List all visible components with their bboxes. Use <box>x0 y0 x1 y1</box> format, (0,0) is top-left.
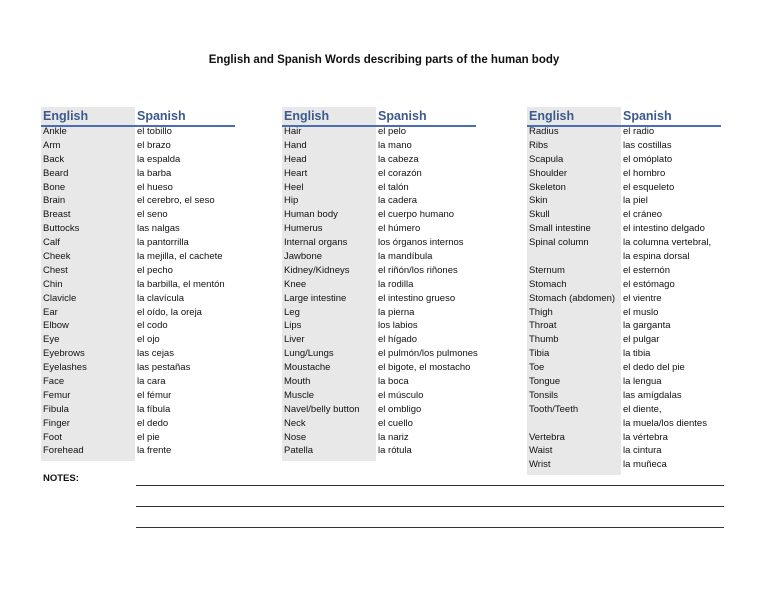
vocab-rows <box>41 125 235 458</box>
vocab-row <box>282 236 476 250</box>
english-word: Eyelashes <box>43 362 87 374</box>
vocab-row <box>282 264 476 278</box>
english-word: Heel <box>284 181 304 193</box>
vocab-row <box>527 125 721 139</box>
spanish-word: la barba <box>137 167 172 179</box>
spanish-word: la pantorrilla <box>137 237 189 249</box>
spanish-word: el músculo <box>378 389 424 401</box>
english-word: Breast <box>43 209 71 221</box>
vocab-row <box>527 375 721 389</box>
spanish-word: el tobillo <box>137 126 172 137</box>
english-word: Nose <box>284 431 307 443</box>
spanish-word: el estómago <box>623 278 675 290</box>
english-header: English <box>282 107 376 125</box>
english-word: Moustache <box>284 362 331 374</box>
spanish-word: las cejas <box>137 348 174 360</box>
vocab-row <box>41 125 235 139</box>
spanish-word: el talón <box>378 181 409 193</box>
vocab-row <box>41 264 235 278</box>
english-word: Chin <box>43 278 63 290</box>
spanish-word: la rótula <box>378 445 412 457</box>
vocab-row <box>41 153 235 167</box>
spanish-word: el pecho <box>137 264 173 276</box>
vocab-row <box>282 361 476 375</box>
vocab-row <box>282 222 476 236</box>
spanish-word: el esternón <box>623 264 671 276</box>
english-word: Back <box>43 153 65 165</box>
spanish-word: el corazón <box>378 167 422 179</box>
spanish-word: la mandíbula <box>378 251 433 263</box>
english-header: English <box>527 107 621 125</box>
spanish-word: la cadera <box>378 195 418 207</box>
vocab-row <box>41 361 235 375</box>
vocab-row <box>41 417 235 431</box>
spanish-word: el vientre <box>623 292 662 304</box>
spanish-word: el pie <box>137 431 160 443</box>
english-word: Humerus <box>284 223 323 235</box>
spanish-word: el cerebro, el seso <box>137 195 215 207</box>
spanish-word: el cráneo <box>623 209 663 221</box>
spanish-word: la vértebra <box>623 431 668 443</box>
spanish-word: los labios <box>378 320 418 332</box>
english-word: Vertebra <box>529 431 565 443</box>
spanish-word: la mejilla, el cachete <box>137 251 223 263</box>
vocab-row <box>41 375 235 389</box>
spanish-word: las nalgas <box>137 223 180 235</box>
spanish-word: la columna vertebral, <box>623 237 712 249</box>
spanish-word: la cintura <box>623 445 662 457</box>
english-word: Hair <box>284 126 302 137</box>
english-word: Eye <box>43 334 60 346</box>
english-word: Wrist <box>529 459 551 471</box>
spanish-word: las pestañas <box>137 362 191 374</box>
english-word: Bone <box>43 181 66 193</box>
vocab-row <box>282 125 476 139</box>
english-word: Foot <box>43 431 63 443</box>
vocab-row <box>527 292 721 306</box>
english-word: Patella <box>284 445 314 457</box>
vocab-row <box>527 444 721 458</box>
spanish-word: el ojo <box>137 334 160 346</box>
english-word: Fibula <box>43 403 69 415</box>
spanish-header: Spanish <box>135 107 235 125</box>
spanish-word: el ombligo <box>378 403 422 415</box>
vocab-row <box>282 431 476 445</box>
english-word: Face <box>43 376 65 388</box>
vocab-row <box>282 278 476 292</box>
english-word: Lips <box>284 320 302 332</box>
vocab-row <box>527 403 721 417</box>
english-word: Brain <box>43 195 66 207</box>
spanish-word: el diente, <box>623 403 662 415</box>
spanish-word: la garganta <box>623 320 671 332</box>
english-word: Knee <box>284 278 307 290</box>
english-word: Muscle <box>284 389 315 401</box>
spanish-word: la espina dorsal <box>623 251 690 263</box>
english-word: Buttocks <box>43 223 80 235</box>
english-word: Eyebrows <box>43 348 85 360</box>
spanish-word: la mano <box>378 139 412 151</box>
english-word: Spinal column <box>529 237 589 249</box>
spanish-word: la lengua <box>623 376 662 388</box>
english-word: Small intestine <box>529 223 591 235</box>
vocab-row <box>527 236 721 250</box>
english-word: Tooth/Teeth <box>529 403 579 415</box>
spanish-word: el esqueleto <box>623 181 675 193</box>
vocab-row <box>41 222 235 236</box>
vocab-row <box>527 278 721 292</box>
vocab-row <box>282 403 476 417</box>
vocab-row <box>282 306 476 320</box>
vocab-row <box>41 347 235 361</box>
vocab-rows <box>282 125 476 458</box>
spanish-word: las amígdalas <box>623 389 682 401</box>
english-word: Scapula <box>529 153 564 165</box>
english-word: Ankle <box>43 126 67 137</box>
vocab-row <box>282 389 476 403</box>
vocab-row <box>282 167 476 181</box>
vocab-row <box>282 347 476 361</box>
english-word: Thumb <box>529 334 559 346</box>
vocab-row <box>282 444 476 458</box>
vocab-row <box>41 292 235 306</box>
english-word: Head <box>284 153 307 165</box>
vocab-row <box>41 444 235 458</box>
english-word: Heart <box>284 167 308 179</box>
spanish-word: el hombro <box>623 167 666 179</box>
vocab-row <box>527 389 721 403</box>
vocab-row <box>41 333 235 347</box>
spanish-word: el omóplato <box>623 153 673 165</box>
vocab-row <box>527 194 721 208</box>
spanish-word: el pulgar <box>623 334 660 346</box>
english-word: Stomach <box>529 278 567 290</box>
english-word: Leg <box>284 306 300 318</box>
english-word: Large intestine <box>284 292 347 304</box>
spanish-word: la boca <box>378 376 409 388</box>
english-word: Calf <box>43 237 60 249</box>
vocab-row <box>527 181 721 195</box>
vocab-row <box>41 208 235 222</box>
spanish-word: la cara <box>137 376 166 388</box>
page-title: English and Spanish Words describing parts of the human body <box>208 54 560 66</box>
vocab-row <box>527 208 721 222</box>
english-word: Internal organs <box>284 237 348 249</box>
vocab-row <box>282 417 476 431</box>
spanish-word: la tibia <box>623 348 651 360</box>
english-word: Hand <box>284 139 307 151</box>
spanish-word: la pierna <box>378 306 415 318</box>
notes-line[interactable] <box>136 506 724 507</box>
vocab-row <box>41 431 235 445</box>
vocab-row <box>41 194 235 208</box>
english-word: Beard <box>43 167 69 179</box>
vocab-row <box>41 250 235 264</box>
vocab-row <box>41 389 235 403</box>
vocab-row <box>41 167 235 181</box>
vocab-row <box>282 333 476 347</box>
english-word: Throat <box>529 320 557 332</box>
english-word: Arm <box>43 139 61 151</box>
spanish-word: el oído, la oreja <box>137 306 202 318</box>
english-word: Clavicle <box>43 292 77 304</box>
english-word: Lung/Lungs <box>284 348 334 360</box>
english-word: Neck <box>284 417 306 429</box>
vocab-row <box>527 347 721 361</box>
vocab-row <box>41 139 235 153</box>
english-word: Shoulder <box>529 167 568 179</box>
english-word: Finger <box>43 417 70 429</box>
spanish-word: el fémur <box>137 389 172 401</box>
vocab-row <box>527 264 721 278</box>
english-word: Toe <box>529 362 545 374</box>
english-header: English <box>41 107 135 125</box>
vocab-row <box>282 319 476 333</box>
spanish-word: el bigote, el mostacho <box>378 362 471 374</box>
spanish-word: la fíbula <box>137 403 171 415</box>
vocab-row <box>527 167 721 181</box>
spanish-word: la muñeca <box>623 459 667 471</box>
notes-line[interactable] <box>136 527 724 528</box>
spanish-word: el codo <box>137 320 168 332</box>
spanish-word: el seno <box>137 209 168 221</box>
spanish-word: la barbilla, el mentón <box>137 278 225 290</box>
english-word: Femur <box>43 389 71 401</box>
spanish-word: el dedo del pie <box>623 362 685 374</box>
vocab-row <box>41 236 235 250</box>
english-word: Mouth <box>284 376 311 388</box>
spanish-word: la muela/los dientes <box>623 417 707 429</box>
vocab-row <box>527 139 721 153</box>
english-word: Skeleton <box>529 181 566 193</box>
vocab-row <box>527 361 721 375</box>
vocab-row <box>527 319 721 333</box>
spanish-word: el hígado <box>378 334 418 346</box>
english-word: Kidney/Kidneys <box>284 264 350 276</box>
spanish-word: el riñón/los riñones <box>378 264 458 276</box>
spanish-word: el cuello <box>378 417 413 429</box>
english-word: Navel/belly button <box>284 403 360 415</box>
english-word: Tonsils <box>529 389 559 401</box>
vocab-row <box>527 431 721 445</box>
vocab-row <box>282 181 476 195</box>
spanish-word: la clavícula <box>137 292 184 304</box>
english-word: Ribs <box>529 139 549 151</box>
vocab-rows <box>527 125 721 472</box>
english-word: Liver <box>284 334 305 346</box>
vocab-row <box>41 319 235 333</box>
vocab-row <box>282 375 476 389</box>
english-word: Thigh <box>529 306 553 318</box>
spanish-word: el cuerpo humano <box>378 209 455 221</box>
english-word: Sternum <box>529 264 565 276</box>
spanish-word: el intestino delgado <box>623 223 705 235</box>
english-word: Skull <box>529 209 550 221</box>
english-word: Forehead <box>43 445 84 457</box>
vocab-row <box>527 458 721 472</box>
vocab-row <box>41 278 235 292</box>
english-word: Jawbone <box>284 251 323 263</box>
english-word: Ear <box>43 306 58 318</box>
spanish-word: la nariz <box>378 431 409 443</box>
spanish-word: el húmero <box>378 223 421 235</box>
spanish-word: el intestino grueso <box>378 292 456 304</box>
vocab-row <box>527 417 721 431</box>
spanish-header: Spanish <box>621 107 721 125</box>
english-word: Tibia <box>529 348 550 360</box>
english-word: Radius <box>529 126 559 137</box>
english-word: Cheek <box>43 251 71 263</box>
spanish-word: la cabeza <box>378 153 419 165</box>
spanish-word: la frente <box>137 445 172 457</box>
spanish-word: la rodilla <box>378 278 414 290</box>
english-word: Elbow <box>43 320 69 332</box>
spanish-word: el muslo <box>623 306 659 318</box>
spanish-word: las costillas <box>623 139 672 151</box>
spanish-word: el radio <box>623 126 655 137</box>
vocab-row <box>282 292 476 306</box>
spanish-word: la espalda <box>137 153 181 165</box>
english-word: Waist <box>529 445 553 457</box>
spanish-word: el pulmón/los pulmones <box>378 348 478 360</box>
notes-label: NOTES: <box>43 473 79 484</box>
vocab-row <box>527 153 721 167</box>
english-word: Stomach (abdomen) <box>529 292 616 304</box>
vocab-row <box>282 208 476 222</box>
english-word: Skin <box>529 195 548 207</box>
vocab-row <box>41 403 235 417</box>
vocab-row <box>282 194 476 208</box>
spanish-word: el pelo <box>378 126 406 137</box>
english-word: Human body <box>284 209 338 221</box>
vocab-row <box>282 153 476 167</box>
vocab-row <box>527 333 721 347</box>
vocab-row <box>282 250 476 264</box>
spanish-word: el dedo <box>137 417 169 429</box>
spanish-word: el hueso <box>137 181 173 193</box>
spanish-word: la piel <box>623 195 648 207</box>
spanish-word: el brazo <box>137 139 171 151</box>
vocab-row <box>527 306 721 320</box>
vocab-row <box>527 222 721 236</box>
vocab-row <box>41 306 235 320</box>
spanish-word: los órganos internos <box>378 237 464 249</box>
spanish-header: Spanish <box>376 107 476 125</box>
english-word: Hip <box>284 195 299 207</box>
vocab-row <box>41 181 235 195</box>
notes-line[interactable] <box>136 485 724 486</box>
vocab-row <box>527 250 721 264</box>
english-word: Chest <box>43 264 68 276</box>
vocab-row <box>282 139 476 153</box>
english-word: Tongue <box>529 376 561 388</box>
